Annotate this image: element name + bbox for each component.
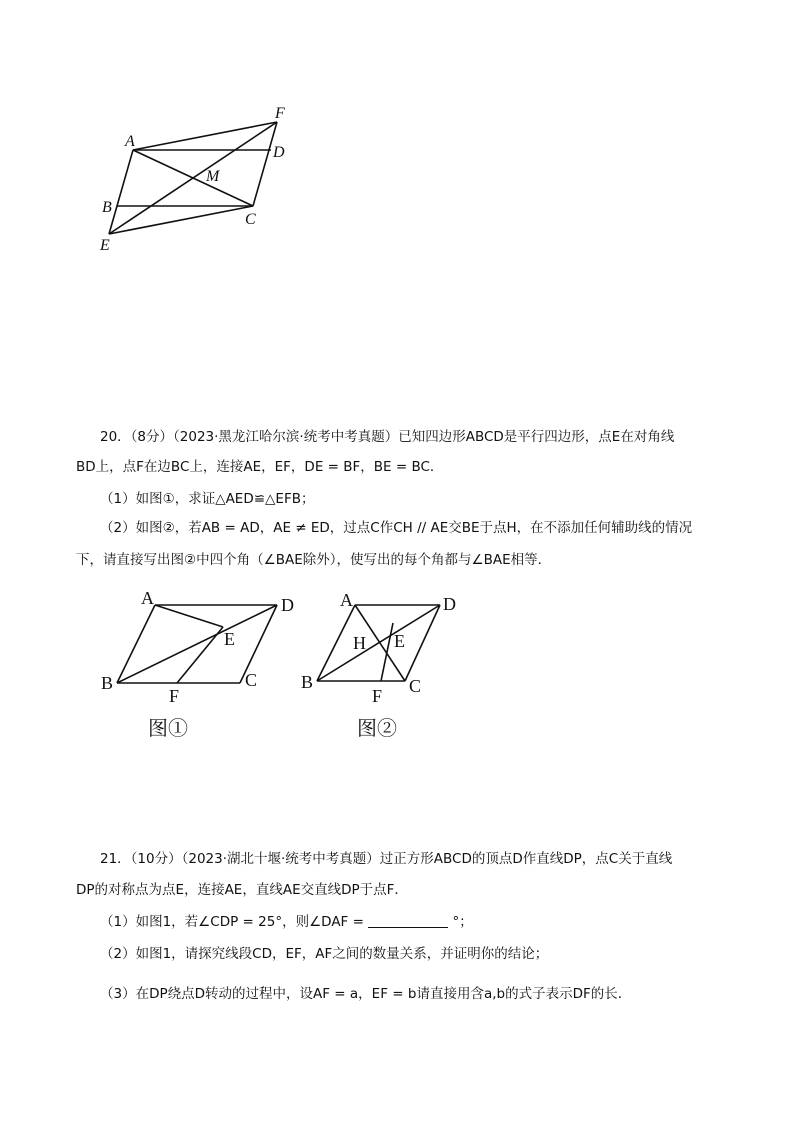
q20-line-4: （2）如图②，若AB = AD，AE ≠ ED，过点C作CH // AE交BE于点H，在不添加任何辅助线的情况: [100, 520, 693, 536]
q20-figure-1: [95, 585, 295, 745]
label-D: D: [273, 144, 285, 161]
q20-line-3: （1）如图①，求证△AED≌△EFB；: [100, 491, 315, 507]
figure-2-caption: 图②: [357, 716, 397, 740]
label-C: C: [245, 670, 258, 690]
label-C: C: [245, 211, 256, 228]
label-E: E: [100, 237, 110, 254]
q21-line-1: 21．（10分）（2023·湖北十堰·统考中考真题）过正方形ABCD的顶点D作直线DP，点C关于直线: [100, 851, 673, 867]
label-A: A: [340, 590, 353, 610]
label-F: F: [372, 686, 383, 706]
q21-line-3-text: （1）如图1，若∠CDP = 25°，则∠DAF =: [100, 914, 364, 930]
q21-line-3-unit: °；: [452, 914, 473, 930]
label-F: F: [169, 686, 180, 706]
q20-line-5: 下，请直接写出图②中四个角（∠BAE除外），使写出的每个角都与∠BAE相等．: [76, 552, 552, 568]
label-E: E: [224, 629, 235, 649]
label-A: A: [141, 588, 154, 608]
q21-line-3: [100, 912, 473, 932]
q20-figure-2: [295, 585, 485, 745]
label-A: A: [125, 133, 135, 150]
label-B: B: [102, 199, 112, 216]
segment-EF: [381, 623, 393, 681]
q21-line-4: （2）如图1，请探究线段CD，EF，AF之间的数量关系，并证明你的结论；: [100, 946, 549, 962]
q20-line-2: BD上，点F在边BC上，连接AE，EF，DE = BF，BE = BC．: [76, 459, 444, 475]
label-M: M: [206, 168, 220, 185]
segment-AE: [155, 605, 223, 627]
top-geometry-figure: [95, 100, 295, 260]
figure-1-caption: 图①: [148, 716, 188, 740]
q21-line-5: （3）在DP绕点D转动的过程中，设AF = a，EF = b请直接用含a,b的式子表示DF的长．: [100, 986, 632, 1002]
label-B: B: [101, 673, 114, 693]
label-D: D: [281, 595, 294, 615]
label-H: H: [353, 633, 366, 653]
segment-AB: [117, 150, 133, 206]
segment-AB: [117, 605, 155, 683]
q20-line-1: 20．（8分）（2023·黑龙江哈尔滨·统考中考真题）已知四边形ABCD是平行四边形，点E在对角线: [100, 429, 675, 445]
q21-line-2: DP的对称点为点E，连接AE，直线AE交直线DP于点F．: [76, 882, 408, 898]
answer-blank: [368, 913, 448, 928]
label-B: B: [301, 672, 314, 692]
label-F: F: [275, 105, 285, 122]
label-C: C: [409, 676, 422, 696]
label-D: D: [443, 594, 456, 614]
label-E: E: [394, 631, 405, 651]
segment-EF: [177, 627, 223, 683]
segment-FC: [253, 122, 277, 206]
